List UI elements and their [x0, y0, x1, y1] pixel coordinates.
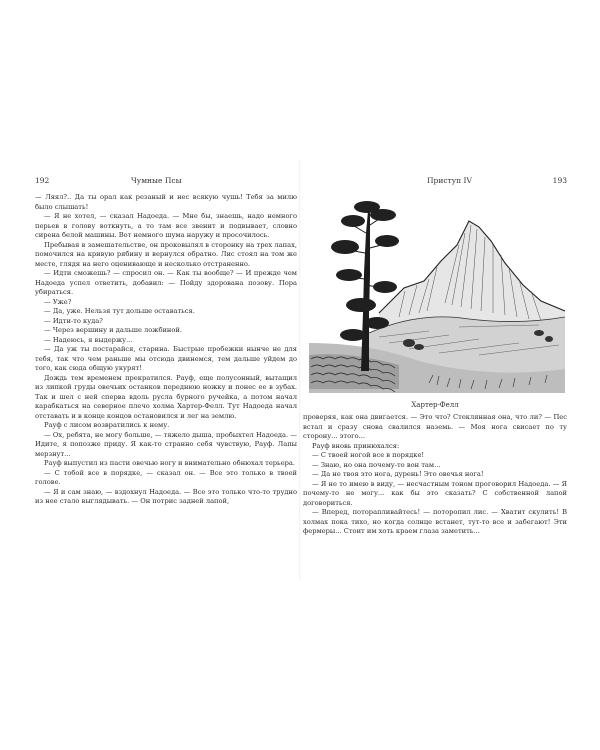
- right-page: [303, 176, 567, 566]
- paragraph: — Да уж ты постарайся, старина. Быстрые пробежки нынче не для тебя, так что чем раньше мы отсюда двинемся, тем дальше уйдем до того, как сюда общую укурят!: [35, 345, 297, 372]
- paragraph: — Да, уже. Нельзя тут дольше оставаться.: [44, 307, 195, 315]
- paragraph: — Ляял?.. Да ты орал как резаный и нес всякую чушь! Тебя за милю было слышать!: [35, 193, 297, 211]
- paragraph: — Я не хотел, — сказал Надоеда. — Мне бы, знаешь, надо немного перьев в голову воткнуть, а то там все звенит и подвывает, словно сирена белой машины. Вот немного шума наружу и просочилось.: [35, 212, 297, 239]
- right-page-body: [303, 413, 567, 537]
- right-page-number: 193: [552, 176, 567, 185]
- illustration-caption: Хартер-Фелл: [411, 401, 459, 409]
- left-page-body: [35, 193, 297, 507]
- left-running-head: Чумные Псы: [131, 176, 182, 185]
- right-running-head: Приступ IV: [427, 176, 472, 185]
- paragraph: — С тобой все в порядке, — сказал он. — Все это только в твоей голове.: [35, 468, 297, 486]
- paragraph: — Знаю, но она почему-то вон там...: [312, 460, 441, 469]
- paragraph: — Уже?: [44, 297, 72, 306]
- paragraph: — Надеюсь, я выдержу...: [44, 335, 133, 344]
- mountain-pine-illustration: [309, 193, 565, 393]
- left-page: [35, 176, 297, 566]
- paragraph: — Через вершину и дальше ложбиной.: [44, 326, 183, 334]
- paragraph: — Идти-то куда?: [44, 316, 103, 325]
- paragraph: — Идти сможешь? — спросил он. — Как ты вообще? — И прежде чем Надоеда успел ответить, добавил: — Пойду здорована позову. Пора убираться.: [35, 269, 297, 296]
- paragraph: проверяя, как она двигается. — Это что? Стеклянная она, что ли? — Пес встал и сразу снова свалился наземь. — Моя нога свисает по ту сторону... этого...: [303, 413, 567, 440]
- paragraph: — Я не то имею в виду, — несчастным тоном проговорил Надоеда. — Я почему-то не могу... как бы это сказать? С собственной лапой договориться.: [303, 479, 567, 507]
- book-gutter: [299, 160, 301, 580]
- paragraph: — Ох, ребята, не могу больше, — тяжело дыша, пробыхтел Надоеда. — Идите, я попозже приду. Я как-то странно себя чувствую, Рауф. Лапы мерзнут...: [35, 430, 297, 458]
- paragraph: Рауф выпустил из пасти овечью ногу и внимательно обнюхал терьера.: [44, 459, 296, 467]
- left-page-header: [35, 176, 297, 188]
- paragraph: — Да не твоя это нога, дурень! Это овечья нога!: [312, 470, 484, 478]
- right-page-header: [303, 176, 567, 188]
- paragraph: — С твоей ногой все в порядке!: [312, 451, 425, 459]
- paragraph: Рауф вновь принюхался:: [312, 441, 400, 450]
- paragraph: — Вперед, поторапливайтесь! — поторопил лис. — Хватит скулить! В холмах пока тихо, но когда солнце встанет, тут-то все и забегают! Эти фермеры... Стоит им хоть краем глаза заметить...: [303, 508, 567, 535]
- paragraph: Рауф с лисом возвратились к нему.: [44, 421, 170, 429]
- paragraph: Пребывая в замешательстве, он проковылял в сторонку на трех лапах, помочился на кривую рябину и вернулся обратно. Лис стоял на том же месте, глядя на него оценивающе и несколько отстраненно.: [35, 240, 297, 268]
- paragraph: — Я и сам знаю, — вздохнул Надоеда. — Все это только что-то трудно из нее стало выглядывать. — Он потрис задней лапой,: [35, 487, 297, 505]
- paragraph: Дождь тем временем прекратился. Рауф, еще полусонный, вытащил из липкой груды овечьих останков переднюю ножку и понес ее в зубах. Так и шел с ней сперва вдоль русла бурного ручейка, а потом начал карабкаться на северное плечо холма Хартер-Фелл. Тут Надоеда начал отставать и в конце концов остановился и лег на землю.: [35, 373, 297, 420]
- left-page-number: 192: [35, 176, 50, 185]
